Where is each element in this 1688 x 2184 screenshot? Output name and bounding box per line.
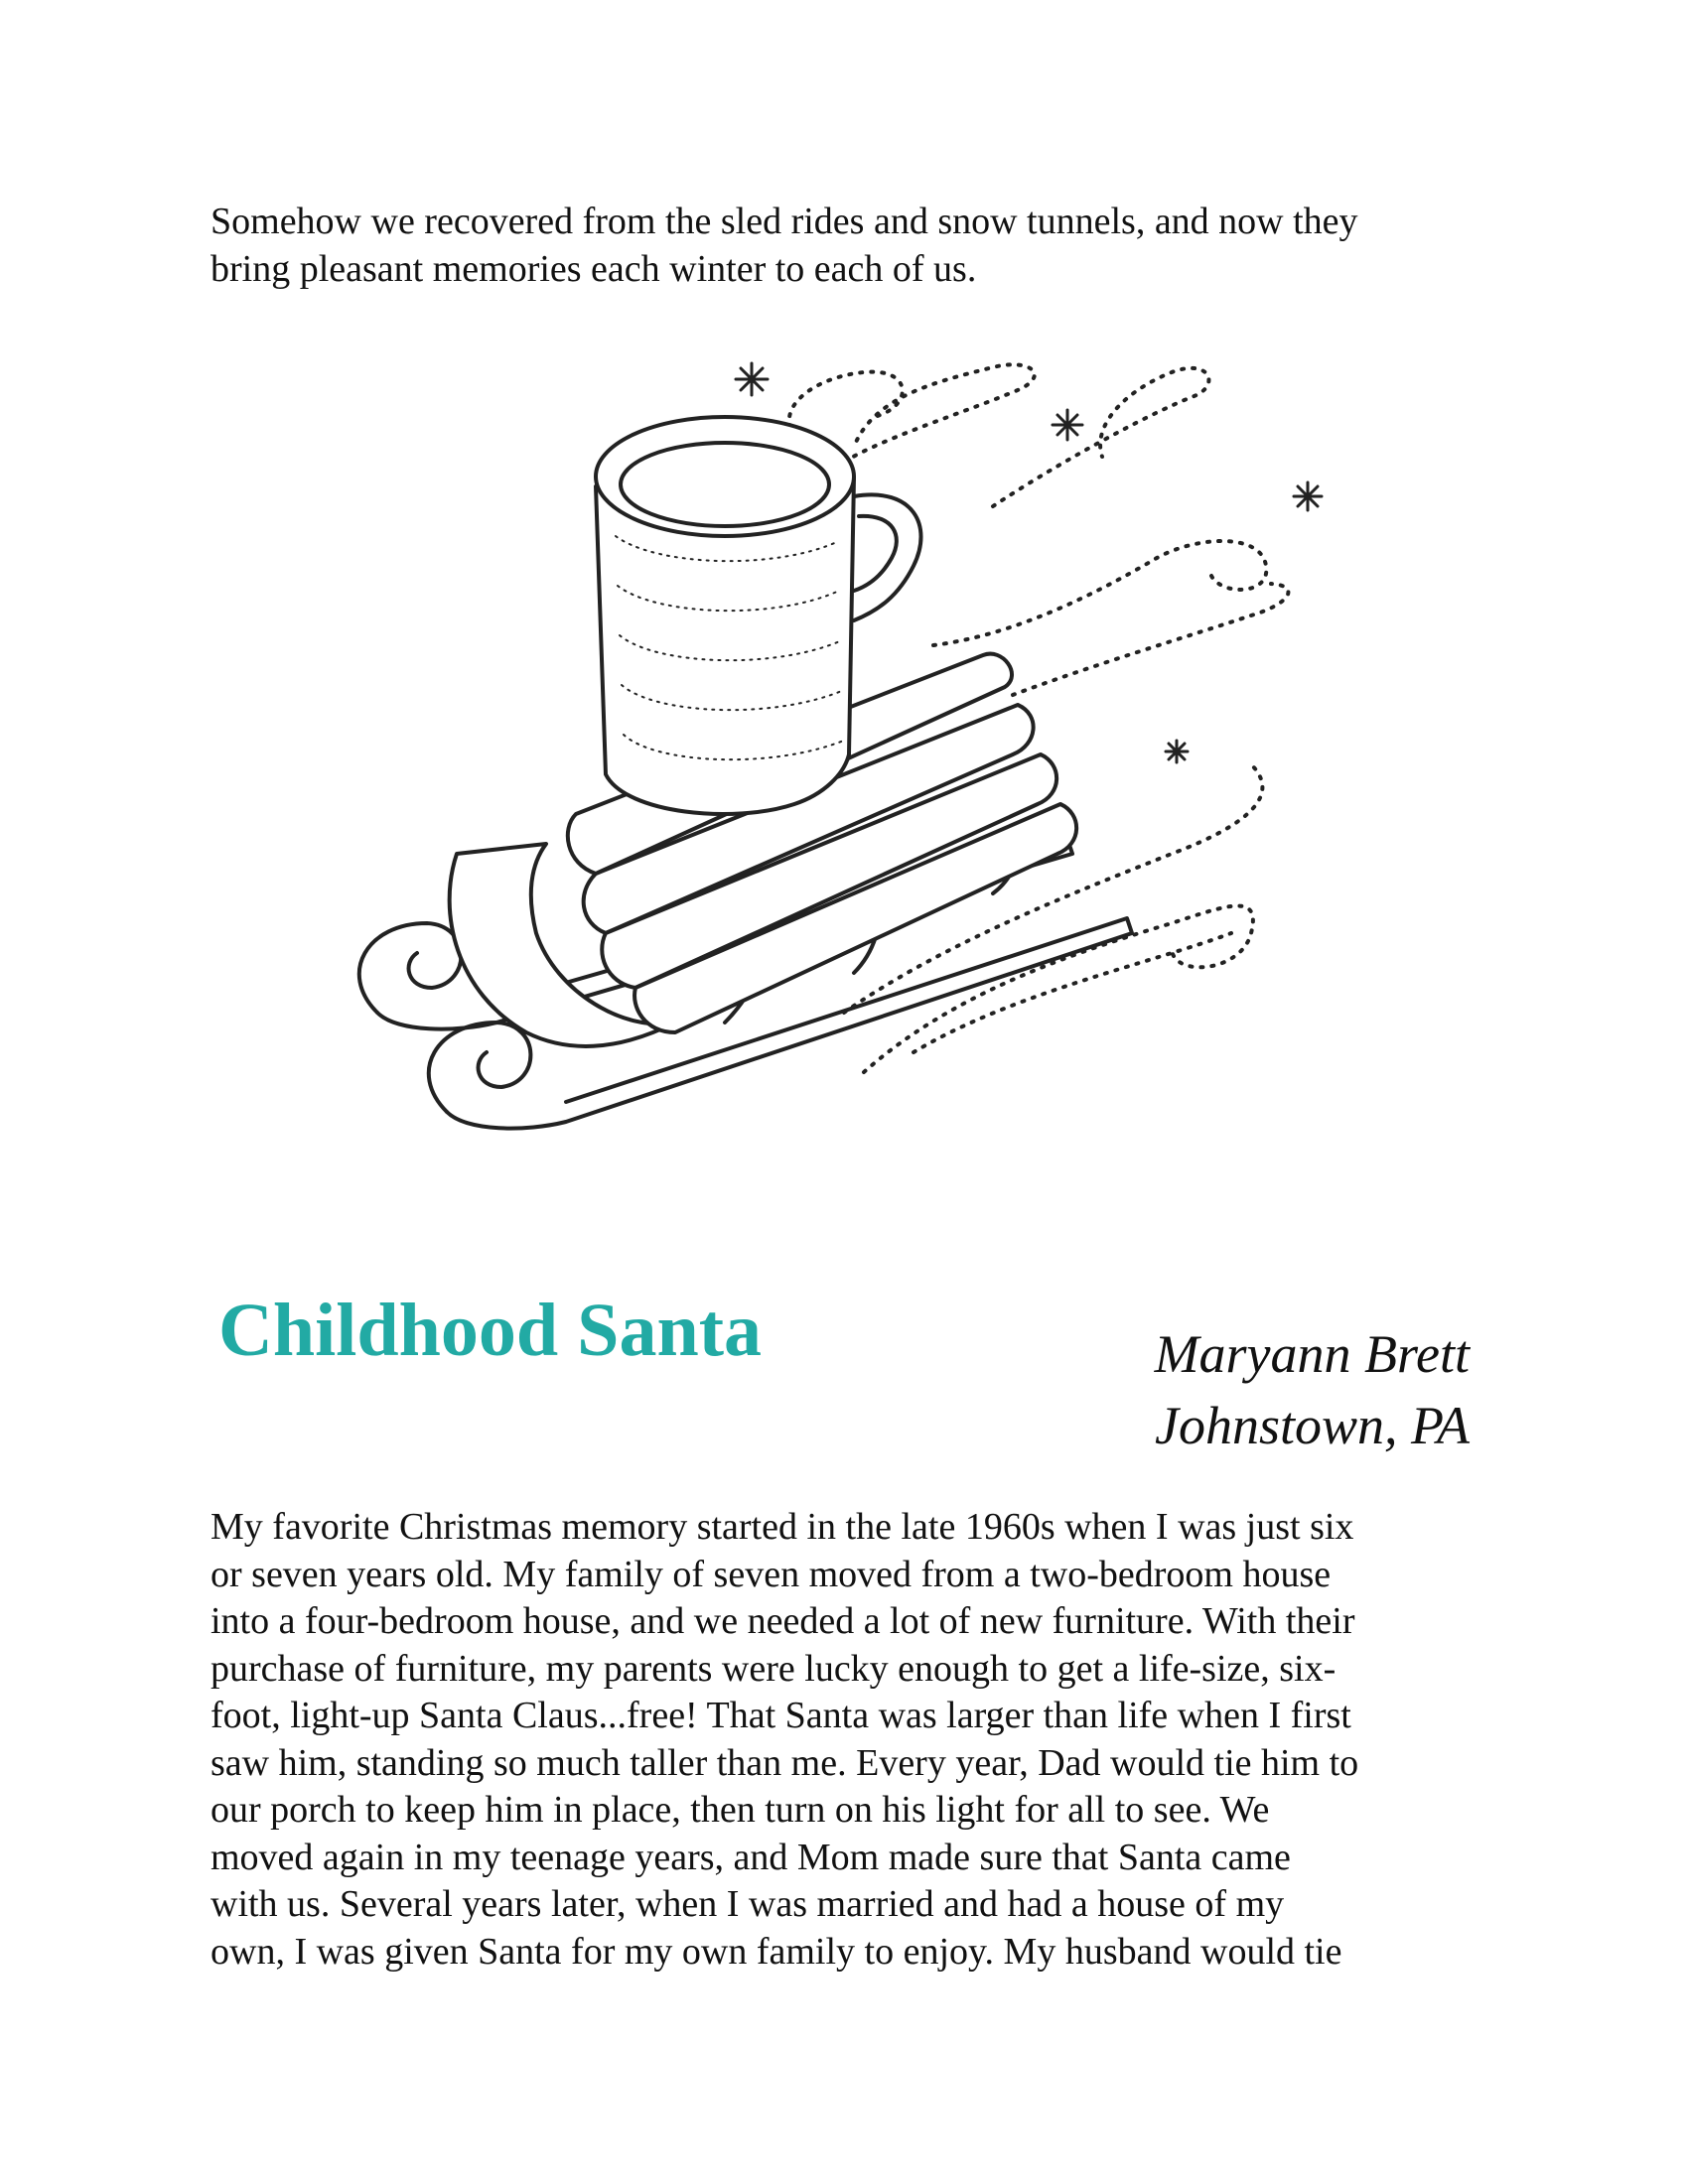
story-body — [211, 1504, 1491, 1976]
intro-paragraph — [211, 199, 1491, 293]
author-location: Johnstown, PA — [1154, 1396, 1470, 1455]
text-line: saw him, standing so much taller than me. Every year, Dad would tie him to — [211, 1741, 1359, 1784]
text-line: with us. Several years later, when I was married and had a house of my — [211, 1883, 1285, 1925]
text-line: My favorite Christmas memory started in the late 1960s when I was just six — [211, 1506, 1354, 1548]
sled-with-mug-icon — [298, 338, 1390, 1201]
text-line: bring pleasant memories each winter to each of us. — [211, 247, 977, 290]
mug-icon — [596, 417, 921, 814]
text-line: purchase of furniture, my parents were lucky enough to get a life-size, six- — [211, 1647, 1336, 1690]
text-line: into a four-bedroom house, and we needed a lot of new furniture. With their — [211, 1600, 1355, 1642]
text-line: foot, light-up Santa Claus...free! That Santa was larger than life when I first — [211, 1695, 1351, 1736]
text-line: our porch to keep him in place, then turn on his light for all to see. We — [211, 1789, 1270, 1831]
text-line: moved again in my teenage years, and Mom made sure that Santa came — [211, 1836, 1291, 1878]
text-line: Somehow we recovered from the sled rides and snow tunnels, and now they — [211, 201, 1358, 242]
author-name: Maryann Brett — [1154, 1324, 1470, 1384]
byline — [1155, 1318, 1470, 1461]
text-line: or seven years old. My family of seven moved from a two-bedroom house — [211, 1553, 1332, 1595]
story-title: Childhood Santa — [218, 1289, 763, 1372]
text-line: own, I was given Santa for my own family to enjoy. My husband would tie — [211, 1930, 1342, 1973]
